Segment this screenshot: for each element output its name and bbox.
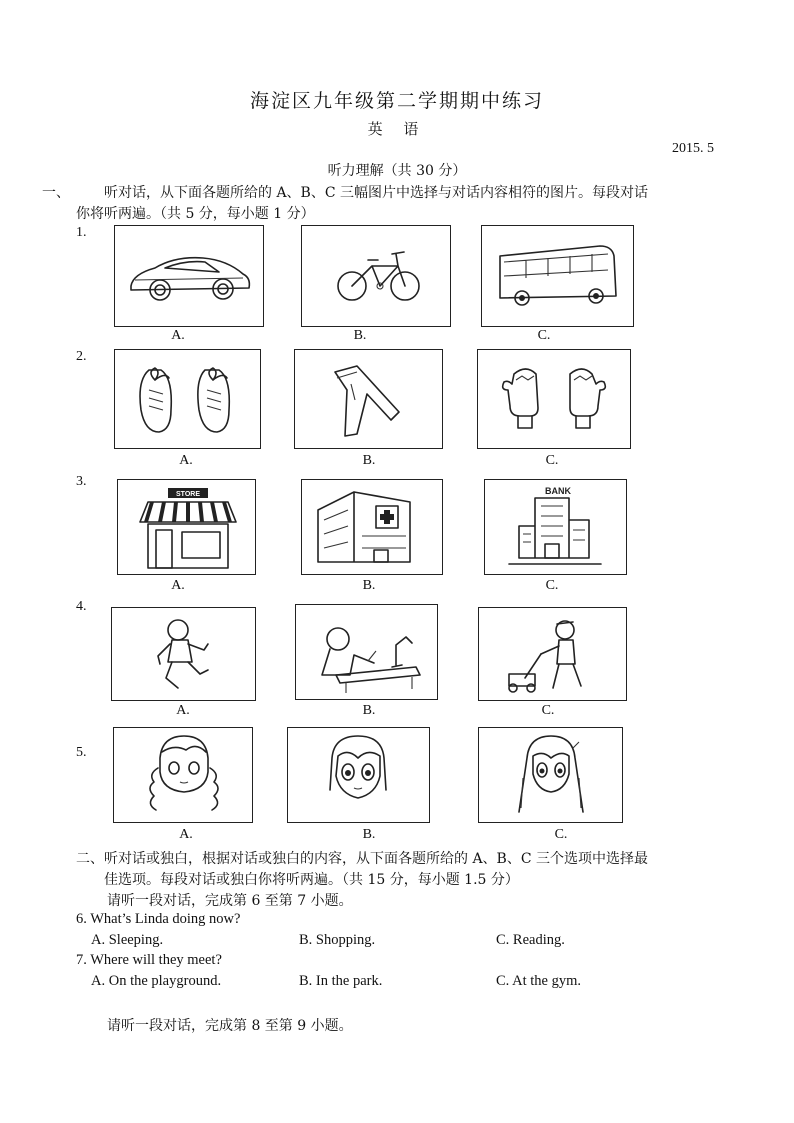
- bank-sign: BANK: [545, 486, 571, 496]
- option-image-studying-boy[interactable]: [295, 604, 438, 700]
- trousers-icon: [295, 350, 442, 448]
- option-image-shoes[interactable]: [114, 349, 261, 449]
- part1-instruction-line1: 听对话，从下面各题所给的 A、B、C 三幅图片中选择与对话内容相符的图片。每段对话: [104, 185, 649, 201]
- part1-instruction-line2: 你将听两遍。（共 5 分，每小题 1 分）: [76, 206, 315, 222]
- option-image-running-boy[interactable]: [111, 607, 256, 701]
- answer-option-a[interactable]: A. Sleeping.: [91, 932, 164, 948]
- long-hair-girl-icon: [479, 728, 622, 822]
- option-label-b: B.: [362, 827, 376, 842]
- question-number: 1.: [76, 225, 87, 240]
- option-label-c: C.: [545, 453, 559, 468]
- option-image-mowing-boy[interactable]: [478, 607, 627, 701]
- option-image-store[interactable]: [117, 479, 256, 575]
- option-label-a: A.: [171, 578, 185, 593]
- option-image-bank[interactable]: [484, 479, 627, 575]
- option-image-trousers[interactable]: [294, 349, 443, 449]
- option-image-short-hair-girl[interactable]: [287, 727, 430, 823]
- option-label-c: C.: [545, 578, 559, 593]
- answer-option-a[interactable]: A. On the playground.: [91, 973, 222, 989]
- section-heading: 听力理解（共 30 分）: [327, 163, 467, 179]
- question-number: 4.: [76, 599, 87, 614]
- option-label-c: C.: [541, 703, 555, 718]
- option-image-long-hair-girl[interactable]: [478, 727, 623, 823]
- question-text: 6. What’s Linda doing now?: [76, 911, 241, 927]
- listening-prompt: 请听一段对话，完成第 6 至第 7 小题。: [107, 893, 353, 909]
- short-hair-girl-icon: [288, 728, 429, 822]
- option-label-a: A.: [171, 328, 185, 343]
- car-icon: [115, 226, 263, 326]
- option-image-mittens[interactable]: [477, 349, 631, 449]
- bicycle-icon: [302, 226, 450, 326]
- part2-instruction-line1: 听对话或独白，根据对话或独白的内容，从下面各题所给的 A、B、C 三个选项中选择最: [104, 851, 649, 867]
- question-text: 7. Where will they meet?: [76, 952, 222, 968]
- shoes-icon: [115, 350, 260, 448]
- exam-date: 2015. 5: [672, 141, 714, 156]
- option-image-car[interactable]: [114, 225, 264, 327]
- subject-label: 英 语: [367, 120, 427, 138]
- option-image-bus[interactable]: [481, 225, 634, 327]
- store-icon: [118, 480, 255, 574]
- option-label-c: C.: [554, 827, 568, 842]
- mittens-icon: [478, 350, 630, 448]
- question-number: 2.: [76, 349, 87, 364]
- option-image-hospital[interactable]: [301, 479, 443, 575]
- curly-hair-girl-icon: [114, 728, 252, 822]
- part2-instruction-line2: 佳选项。每段对话或独白你将听两遍。（共 15 分，每小题 1.5 分）: [104, 872, 519, 888]
- studying-boy-icon: [296, 605, 437, 699]
- part2-marker: 二、: [76, 851, 104, 867]
- mowing-boy-icon: [479, 608, 626, 700]
- option-label-c: C.: [537, 328, 551, 343]
- option-label-b: B.: [353, 328, 367, 343]
- store-sign: STORE: [176, 491, 200, 498]
- question-number: 5.: [76, 745, 87, 760]
- running-boy-icon: [112, 608, 255, 700]
- answer-option-c[interactable]: C. Reading.: [496, 932, 565, 948]
- listening-prompt: 请听一段对话，完成第 8 至第 9 小题。: [107, 1018, 353, 1034]
- bank-icon: [485, 480, 626, 574]
- option-image-curly-hair-girl[interactable]: [113, 727, 253, 823]
- part1-marker: 一、: [42, 185, 70, 201]
- option-label-b: B.: [362, 578, 376, 593]
- answer-option-b[interactable]: B. In the park.: [299, 973, 383, 989]
- answer-option-b[interactable]: B. Shopping.: [299, 932, 376, 948]
- answer-option-c[interactable]: C. At the gym.: [496, 973, 581, 989]
- bus-icon: [482, 226, 633, 326]
- option-label-b: B.: [362, 703, 376, 718]
- option-label-a: A.: [179, 453, 193, 468]
- option-label-a: A.: [179, 827, 193, 842]
- option-label-b: B.: [362, 453, 376, 468]
- hospital-icon: [302, 480, 442, 574]
- page-title: 海淀区九年级第二学期期中练习: [249, 90, 544, 112]
- option-label-a: A.: [176, 703, 190, 718]
- option-image-bicycle[interactable]: [301, 225, 451, 327]
- question-number: 3.: [76, 474, 87, 489]
